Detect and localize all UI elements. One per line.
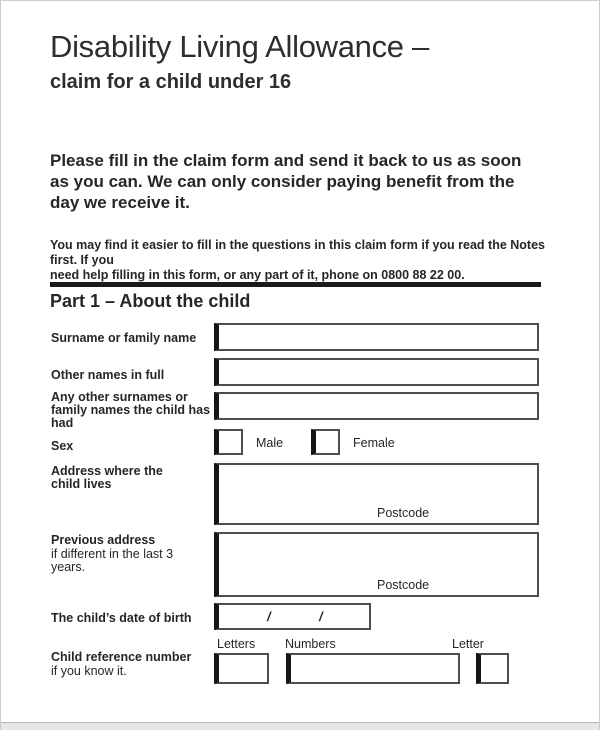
sex-female-checkbox[interactable] (311, 429, 340, 455)
ref-letters-input[interactable] (214, 653, 269, 684)
other-names-label: Other names in full (51, 368, 165, 382)
previous-address-note: if different in the last 3 years. (51, 547, 174, 574)
ref-letters-column-label: Letters (217, 637, 256, 651)
form-title: Disability Living Allowance – (50, 29, 429, 64)
previous-address-postcode-label: Postcode (377, 578, 430, 592)
notes-line: need help filling in this form, or any part of it, phone on 0800 88 22 00. (50, 268, 465, 282)
sex-male-checkbox[interactable] (214, 429, 243, 455)
dob-input[interactable] (214, 603, 371, 630)
child-reference-label-bold: Child reference number (51, 650, 192, 664)
intro-line: Please fill in the claim form and send it back to us as soon (50, 151, 522, 170)
ref-numbers-column-label: Numbers (285, 637, 336, 651)
section-heading: Part 1 – About the child (50, 291, 251, 311)
other-surnames-label: Any other surnames or family names the child has had (51, 390, 211, 430)
intro-line: day we receive it. (50, 193, 190, 212)
previous-address-label (51, 534, 206, 574)
notes-paragraph (50, 238, 555, 283)
other-names-input[interactable] (214, 358, 539, 386)
page-bottom-strip (1, 722, 599, 730)
address-label: Address where the child lives (51, 464, 163, 491)
section-divider (50, 282, 541, 287)
other-surnames-input[interactable] (214, 392, 539, 420)
notes-line: You may find it easier to fill in the questions in this claim form if you read the Notes first. If you (50, 238, 545, 267)
child-reference-note: if you know it. (51, 664, 127, 678)
previous-address-input[interactable] (214, 532, 539, 597)
address-input[interactable] (214, 463, 539, 525)
sex-male-label: Male (256, 436, 284, 450)
previous-address-label-bold: Previous address (51, 533, 156, 547)
intro-paragraph (50, 150, 540, 213)
ref-numbers-input[interactable] (286, 653, 460, 684)
surname-input[interactable] (214, 323, 539, 351)
address-postcode-label: Postcode (377, 506, 430, 520)
dob-label: The child’s date of birth (51, 611, 192, 625)
child-reference-label (51, 651, 211, 678)
sex-female-label: Female (353, 436, 395, 450)
sex-label: Sex (51, 439, 74, 453)
dob-separator: / (267, 609, 271, 624)
intro-line: as you can. We can only consider paying benefit from the (50, 172, 515, 191)
dob-separator: / (319, 609, 323, 624)
form-subtitle: claim for a child under 16 (50, 71, 292, 93)
ref-letter-input[interactable] (476, 653, 509, 684)
surname-label: Surname or family name (51, 331, 197, 345)
ref-letter-column-label: Letter (452, 637, 484, 651)
